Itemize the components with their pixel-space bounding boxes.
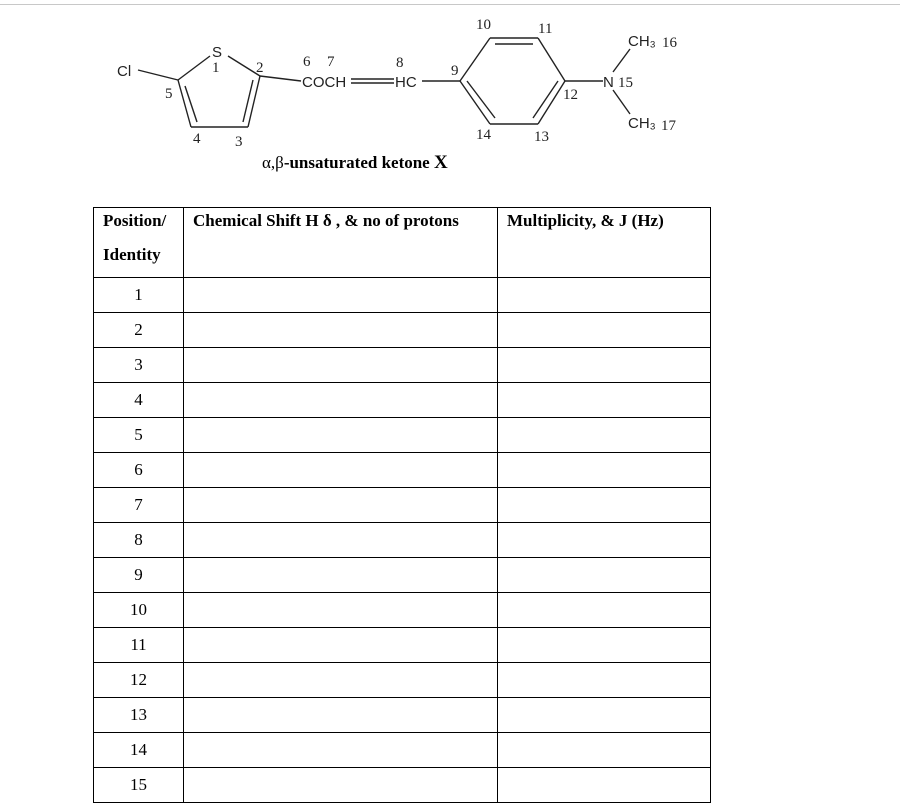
multiplicity-cell[interactable] bbox=[498, 698, 711, 733]
table-row bbox=[94, 523, 711, 558]
position-cell: 2 bbox=[94, 313, 184, 348]
table-row bbox=[94, 663, 711, 698]
hc-group: HC bbox=[395, 74, 417, 91]
position-label-14: 14 bbox=[476, 127, 491, 143]
multiplicity-cell[interactable] bbox=[498, 558, 711, 593]
multiplicity-cell[interactable] bbox=[498, 733, 711, 768]
position-label-15: 15 bbox=[618, 75, 633, 91]
multiplicity-cell[interactable] bbox=[498, 593, 711, 628]
position-label-10: 10 bbox=[476, 17, 491, 33]
position-label-6: 6 bbox=[303, 54, 311, 70]
chemical-shift-cell[interactable] bbox=[184, 733, 498, 768]
multiplicity-cell[interactable] bbox=[498, 278, 711, 313]
position-label-5: 5 bbox=[165, 86, 173, 102]
multiplicity-cell[interactable] bbox=[498, 523, 711, 558]
position-label-7: 7 bbox=[327, 54, 335, 70]
chemical-shift-cell[interactable] bbox=[184, 278, 498, 313]
position-label-1: 1 bbox=[212, 60, 220, 76]
chemical-shift-cell[interactable] bbox=[184, 383, 498, 418]
chemical-shift-cell[interactable] bbox=[184, 313, 498, 348]
table-header-row bbox=[94, 208, 711, 278]
position-cell: 8 bbox=[94, 523, 184, 558]
chemical-shift-header: Chemical Shift H δ , & no of protons bbox=[184, 208, 498, 278]
table-row bbox=[94, 278, 711, 313]
position-cell: 6 bbox=[94, 453, 184, 488]
multiplicity-cell[interactable] bbox=[498, 453, 711, 488]
table-row bbox=[94, 418, 711, 453]
position-cell: 1 bbox=[94, 278, 184, 313]
chemical-shift-cell[interactable] bbox=[184, 628, 498, 663]
position-label-13: 13 bbox=[534, 129, 549, 145]
multiplicity-cell[interactable] bbox=[498, 348, 711, 383]
table-row bbox=[94, 488, 711, 523]
position-label-4: 4 bbox=[193, 131, 201, 147]
multiplicity-cell[interactable] bbox=[498, 313, 711, 348]
position-cell: 9 bbox=[94, 558, 184, 593]
nitrogen-atom: N bbox=[603, 74, 614, 91]
multiplicity-cell[interactable] bbox=[498, 418, 711, 453]
position-label-3: 3 bbox=[235, 134, 243, 150]
multiplicity-cell[interactable] bbox=[498, 488, 711, 523]
table-row bbox=[94, 593, 711, 628]
chemical-shift-cell[interactable] bbox=[184, 488, 498, 523]
multiplicity-cell[interactable] bbox=[498, 768, 711, 803]
structure-caption bbox=[262, 152, 448, 174]
table-row bbox=[94, 453, 711, 488]
chlorine-atom: Cl bbox=[117, 63, 132, 80]
chemical-shift-cell[interactable] bbox=[184, 698, 498, 733]
chemical-structure bbox=[0, 0, 900, 200]
methyl-group-17: CH₃ bbox=[628, 115, 656, 132]
position-label-8: 8 bbox=[396, 55, 404, 71]
position-label-17: 17 bbox=[661, 118, 676, 134]
table-row bbox=[94, 383, 711, 418]
table-row bbox=[94, 768, 711, 803]
chemical-shift-cell[interactable] bbox=[184, 663, 498, 698]
chemical-shift-cell[interactable] bbox=[184, 348, 498, 383]
chemical-shift-cell[interactable] bbox=[184, 593, 498, 628]
table-row bbox=[94, 348, 711, 383]
position-label-2: 2 bbox=[256, 60, 264, 76]
table-row bbox=[94, 628, 711, 663]
position-cell: 15 bbox=[94, 768, 184, 803]
position-label-12: 12 bbox=[563, 87, 578, 103]
chemical-shift-cell[interactable] bbox=[184, 523, 498, 558]
position-cell: 7 bbox=[94, 488, 184, 523]
position-cell: 5 bbox=[94, 418, 184, 453]
table-row bbox=[94, 558, 711, 593]
sulfur-atom: S bbox=[212, 44, 223, 61]
caption-compound-label: X bbox=[433, 152, 448, 173]
table-row bbox=[94, 313, 711, 348]
position-header-line2: Identity bbox=[103, 245, 161, 264]
chemical-shift-cell[interactable] bbox=[184, 453, 498, 488]
chemical-shift-cell[interactable] bbox=[184, 558, 498, 593]
position-cell: 3 bbox=[94, 348, 184, 383]
position-label-11: 11 bbox=[538, 21, 553, 37]
methyl-group-16: CH₃ bbox=[628, 33, 656, 50]
position-cell: 13 bbox=[94, 698, 184, 733]
chemical-shift-cell[interactable] bbox=[184, 768, 498, 803]
nmr-assignment-table bbox=[93, 207, 711, 803]
table-row bbox=[94, 733, 711, 768]
position-label-9: 9 bbox=[451, 63, 459, 79]
caption-text: -unsaturated ketone bbox=[283, 153, 434, 172]
table-row bbox=[94, 698, 711, 733]
position-header-line1: Position/ bbox=[103, 211, 167, 230]
position-cell: 12 bbox=[94, 663, 184, 698]
multiplicity-cell[interactable] bbox=[498, 663, 711, 698]
caption-greek: α,β bbox=[262, 153, 284, 172]
multiplicity-cell[interactable] bbox=[498, 628, 711, 663]
chemical-shift-cell[interactable] bbox=[184, 418, 498, 453]
position-cell: 14 bbox=[94, 733, 184, 768]
position-label-16: 16 bbox=[662, 35, 677, 51]
position-identity-header bbox=[94, 208, 184, 278]
position-cell: 4 bbox=[94, 383, 184, 418]
multiplicity-header: Multiplicity, & J (Hz) bbox=[498, 208, 711, 278]
position-cell: 10 bbox=[94, 593, 184, 628]
multiplicity-cell[interactable] bbox=[498, 383, 711, 418]
table-body bbox=[94, 278, 711, 803]
position-cell: 11 bbox=[94, 628, 184, 663]
coch-group: COCH bbox=[302, 74, 347, 91]
